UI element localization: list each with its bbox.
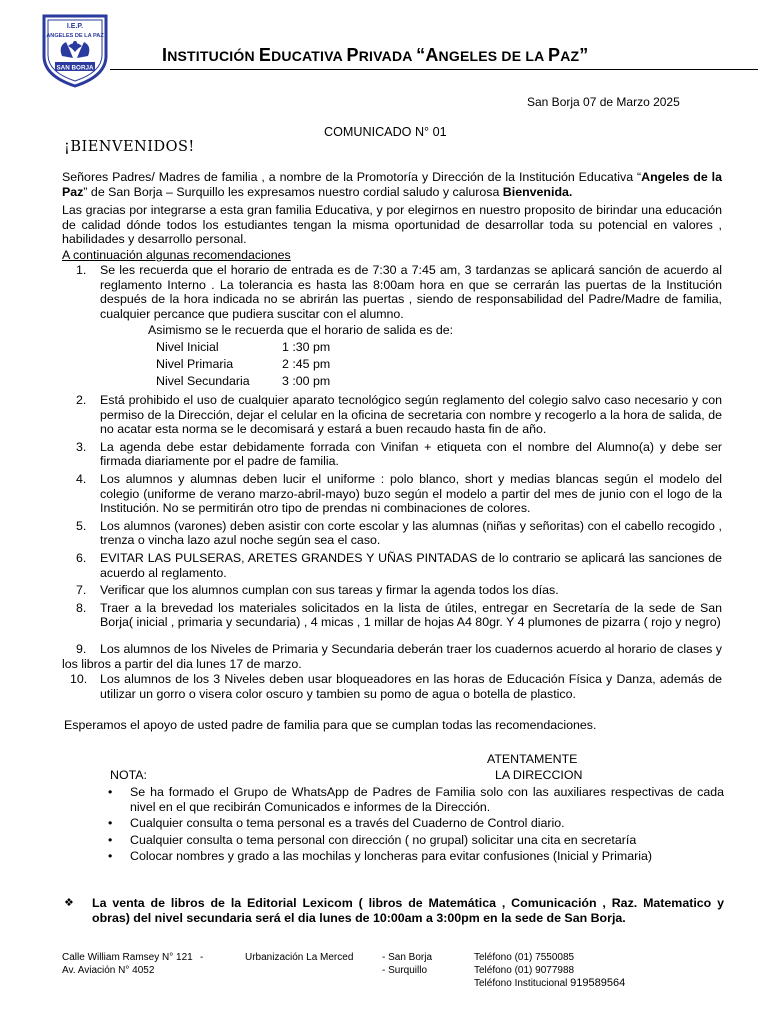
bullet-icon: • [108,849,113,864]
list-number: 9. [76,642,87,656]
title-initial: E [258,45,272,65]
title-small-caps: DUCATIVA [271,48,347,64]
recommendations-heading: A continuación algunas recomendaciones [62,248,291,262]
logo-top-text: I.E.P. [66,23,84,30]
list-item-text: Se ha formado el Grupo de WhatsApp de Padres de Familia solo con las auxiliares respectivas de cada nivel en el que recibirán Comunicados e informes de la Dirección. [130,785,724,814]
list-item [62,642,722,671]
footer-phones [474,952,625,991]
footer-dash: - [200,952,204,963]
list-item-text: Se les recuerda que el horario de entrada es de 7:30 a 7:45 am, 3 tardanzas se aplicará sanción de acuerdo al reglamento Interno . La tolerancia es hasta las 8:00am hora en que se cerrarán las puertas de la Institución después de la hora indicada no se abrirán las puertas , siendo de responsabilidad del Padre/Madre de familia, cualquier percance que pudiera suscitar con el alumno. [100,263,722,321]
list-item-text: Los alumnos de los Niveles de Primaria y Secundaria deberán traer los cuadernos acuerdo al horario de clases y los libros a partir del dia lunes 17 de marzo. [62,642,722,671]
list-number: 5. [76,518,87,533]
footer-phone-3-number: 919589564 [570,977,626,989]
bullet-icon: • [108,785,113,799]
list-number: 2. [76,392,87,407]
table-row [156,356,330,373]
bullet-icon: • [108,832,113,847]
list-item [108,833,724,848]
intro-paragraph [62,170,722,199]
footer-phone-2: Teléfono (01) 9077988 [474,964,575,976]
list-item [62,472,722,516]
list-number: 7. [76,583,87,598]
list-item [62,519,722,548]
intro-text-a: Señores Padres/ Madres de familia , a nombre de la Promotoría y Dirección de la Institución Educativa “ [62,170,642,184]
list-item-text: Cualquier consulta o tema personal con dirección ( no grupal) solicitar una cita en secretaría [130,832,637,847]
footer-phone-3-label: Teléfono Institucional [474,978,571,989]
list-item-text: Está prohibido el uso de cualquier aparato tecnológico según reglamento del colegio salvo caso necesario y con permiso de la Dirección, dejar el celular en la oficina de secretaria con nombre y recogerlo a la hora de salida, de no acatar esta norma se le decomisará y estará a buen recaudo hasta fin de año. [100,392,722,437]
signature-atentamente: ATENTAMENTE [487,752,578,766]
exit-schedule-table [156,339,330,390]
list-item-text: Cualquier consulta o tema personal es a través del Cuaderno de Control diario. [130,816,565,831]
book-sale-text: La venta de libros de la Editorial Lexicom ( libros de Matemática , Comunicación , Raz. Matematico y obras) del nivel secundaria será el dia lunes de 10:00am a 3:00pm en la sede de San Borja. [92,896,724,925]
list-number: 4. [76,471,87,486]
institution-title [162,44,588,67]
title-initial: “A [416,45,439,65]
closing-text: Esperamos el apoyo de usted padre de familia para que se cumplan todas las recomendaciones. [64,718,597,732]
intro-paragraph-2: Las gracias por integrarse a esta gran familia Educativa, y por elegirnos en nuestro proposito de birindar una educación de calidad dónde todos los estudiantes tengan la misma oportunidad de desarrollar toda su potencial en valores , habilidades y desarrollo personal. [62,203,722,247]
logo-arc-text: ANGELES DE LA PAZ [46,33,104,39]
book-sale-notice [64,896,724,925]
signature-direccion: LA DIRECCION [495,768,583,782]
list-number: 6. [76,550,87,565]
list-item [108,785,724,814]
list-number: 8. [76,600,87,615]
schedule-intro: Asimismo se le recuerda que el horario de salida es de: [148,323,454,338]
list-number: 1. [76,263,87,277]
list-number: 10. [70,672,88,686]
list-item [62,263,722,390]
title-small-caps: AZ [560,48,580,64]
table-row [156,373,330,390]
title-small-caps: NGELES DE LA [438,48,548,64]
footer-district-1: - San Borja [382,952,433,963]
list-item-text: Traer a la brevedad los materiales solicitados en la lista de útiles, entregar en Secretaría de la sede de San Borja( inicial , primaria y secundaria) , 4 micas , 1 millar de hojas A4 80gr. Y 4 plumones de pizarra ( rojo y negro) [100,600,722,630]
list-item [108,816,724,831]
list-item-text: Colocar nombres y grado a las mochilas y loncheras para evitar confusiones (Inicial y Primaria) [130,849,653,864]
recommendations-list [62,263,722,630]
list-number: 3. [76,439,87,454]
list-item-text: La agenda debe estar debidamente forrada con Vinifan + etiqueta con el nombre del Alumno(a) y debe ser firmada diariamente por el padre de familia. [100,439,722,469]
footer-phone-3 [474,977,625,991]
school-name-bold: Angeles de la Paz [62,170,722,199]
footer-district-2: - Surquillo [382,964,428,976]
list-item [62,601,722,630]
list-item [62,393,722,437]
schedule-level: Nivel Inicial [156,340,219,355]
table-row [156,339,330,356]
welcome-heading: ¡BIENVENIDOS! [64,139,195,155]
nota-list [108,785,724,866]
header-divider [110,69,758,70]
school-logo [40,12,110,88]
footer-phone-1: Teléfono (01) 7550085 [474,952,575,963]
title-small-caps: RIVADA [358,48,417,64]
footer-address [62,952,193,977]
list-item [62,440,722,469]
document-date: San Borja 07 de Marzo 2025 [527,95,680,109]
list-item [62,551,722,580]
bullet-icon: • [108,816,113,831]
nota-label: NOTA: [110,768,147,782]
title-initial: ” [579,45,589,65]
footer-address-2: Av. Aviación N° 4052 [62,964,155,976]
list-item [62,672,722,701]
footer-districts [382,952,432,977]
schedule-level: Nivel Primaria [156,357,234,372]
title-initial: I [162,45,168,65]
list-item [108,849,724,864]
list-item-text: EVITAR LAS PULSERAS, ARETES GRANDES Y UÑAS PINTADAS de lo contrario se aplicará las sanciones de acuerdo al reglamento. [100,550,722,580]
title-initial: P [547,45,561,65]
title-small-caps: NSTITUCIÓN [167,48,259,64]
recommendations-list-continued [62,672,722,701]
footer-urbanization: Urbanización La Merced [245,952,354,963]
list-item-text: Verificar que los alumnos cumplan con sus tareas y firmar la agenda todos los días. [100,583,559,598]
schedule-time: 2 :45 pm [282,357,331,372]
intro-text-c: ” de San Borja – Surquillo les expresamos nuestro cordial saludo y calurosa [83,184,503,199]
welcome-bold: Bienvenida. [502,184,573,199]
schedule-time: 3 :00 pm [282,374,331,389]
list-item-text: Los alumnos de los 3 Niveles deben usar bloqueadores en las horas de Educación Física y Danza, además de utilizar un gorro o visera color oscuro y tambien su pomo de agua o botella de plastico. [100,672,722,701]
schedule-time: 1 :30 pm [282,340,331,355]
list-item-text: Los alumnos y alumnas deben lucir el uniforme : polo blanco, short y medias blancas según el modelo del colegio (uniforme de verano marzo-abril-mayo) buzo según el modelo a partir del mes de junio con el logo de la Institución. No se permitirán otro tipo de prendas ni combinaciones de colores. [100,471,722,516]
list-item-text: Los alumnos (varones) deben asistir con corte escolar y las alumnas (niñas y señoritas) con el cabello recogido , trenza o vincha lazo azul noche según sea el caso. [100,518,722,548]
diamond-bullet-icon: ❖ [64,897,74,909]
communique-number: COMUNICADO N° 01 [324,125,447,139]
footer-address-1: Calle William Ramsey N° 121 [62,952,193,963]
schedule-level: Nivel Secundaria [156,374,250,389]
list-item [62,583,722,598]
logo-bottom-text: SAN BORJA [56,64,94,72]
title-initial: P [346,45,359,65]
